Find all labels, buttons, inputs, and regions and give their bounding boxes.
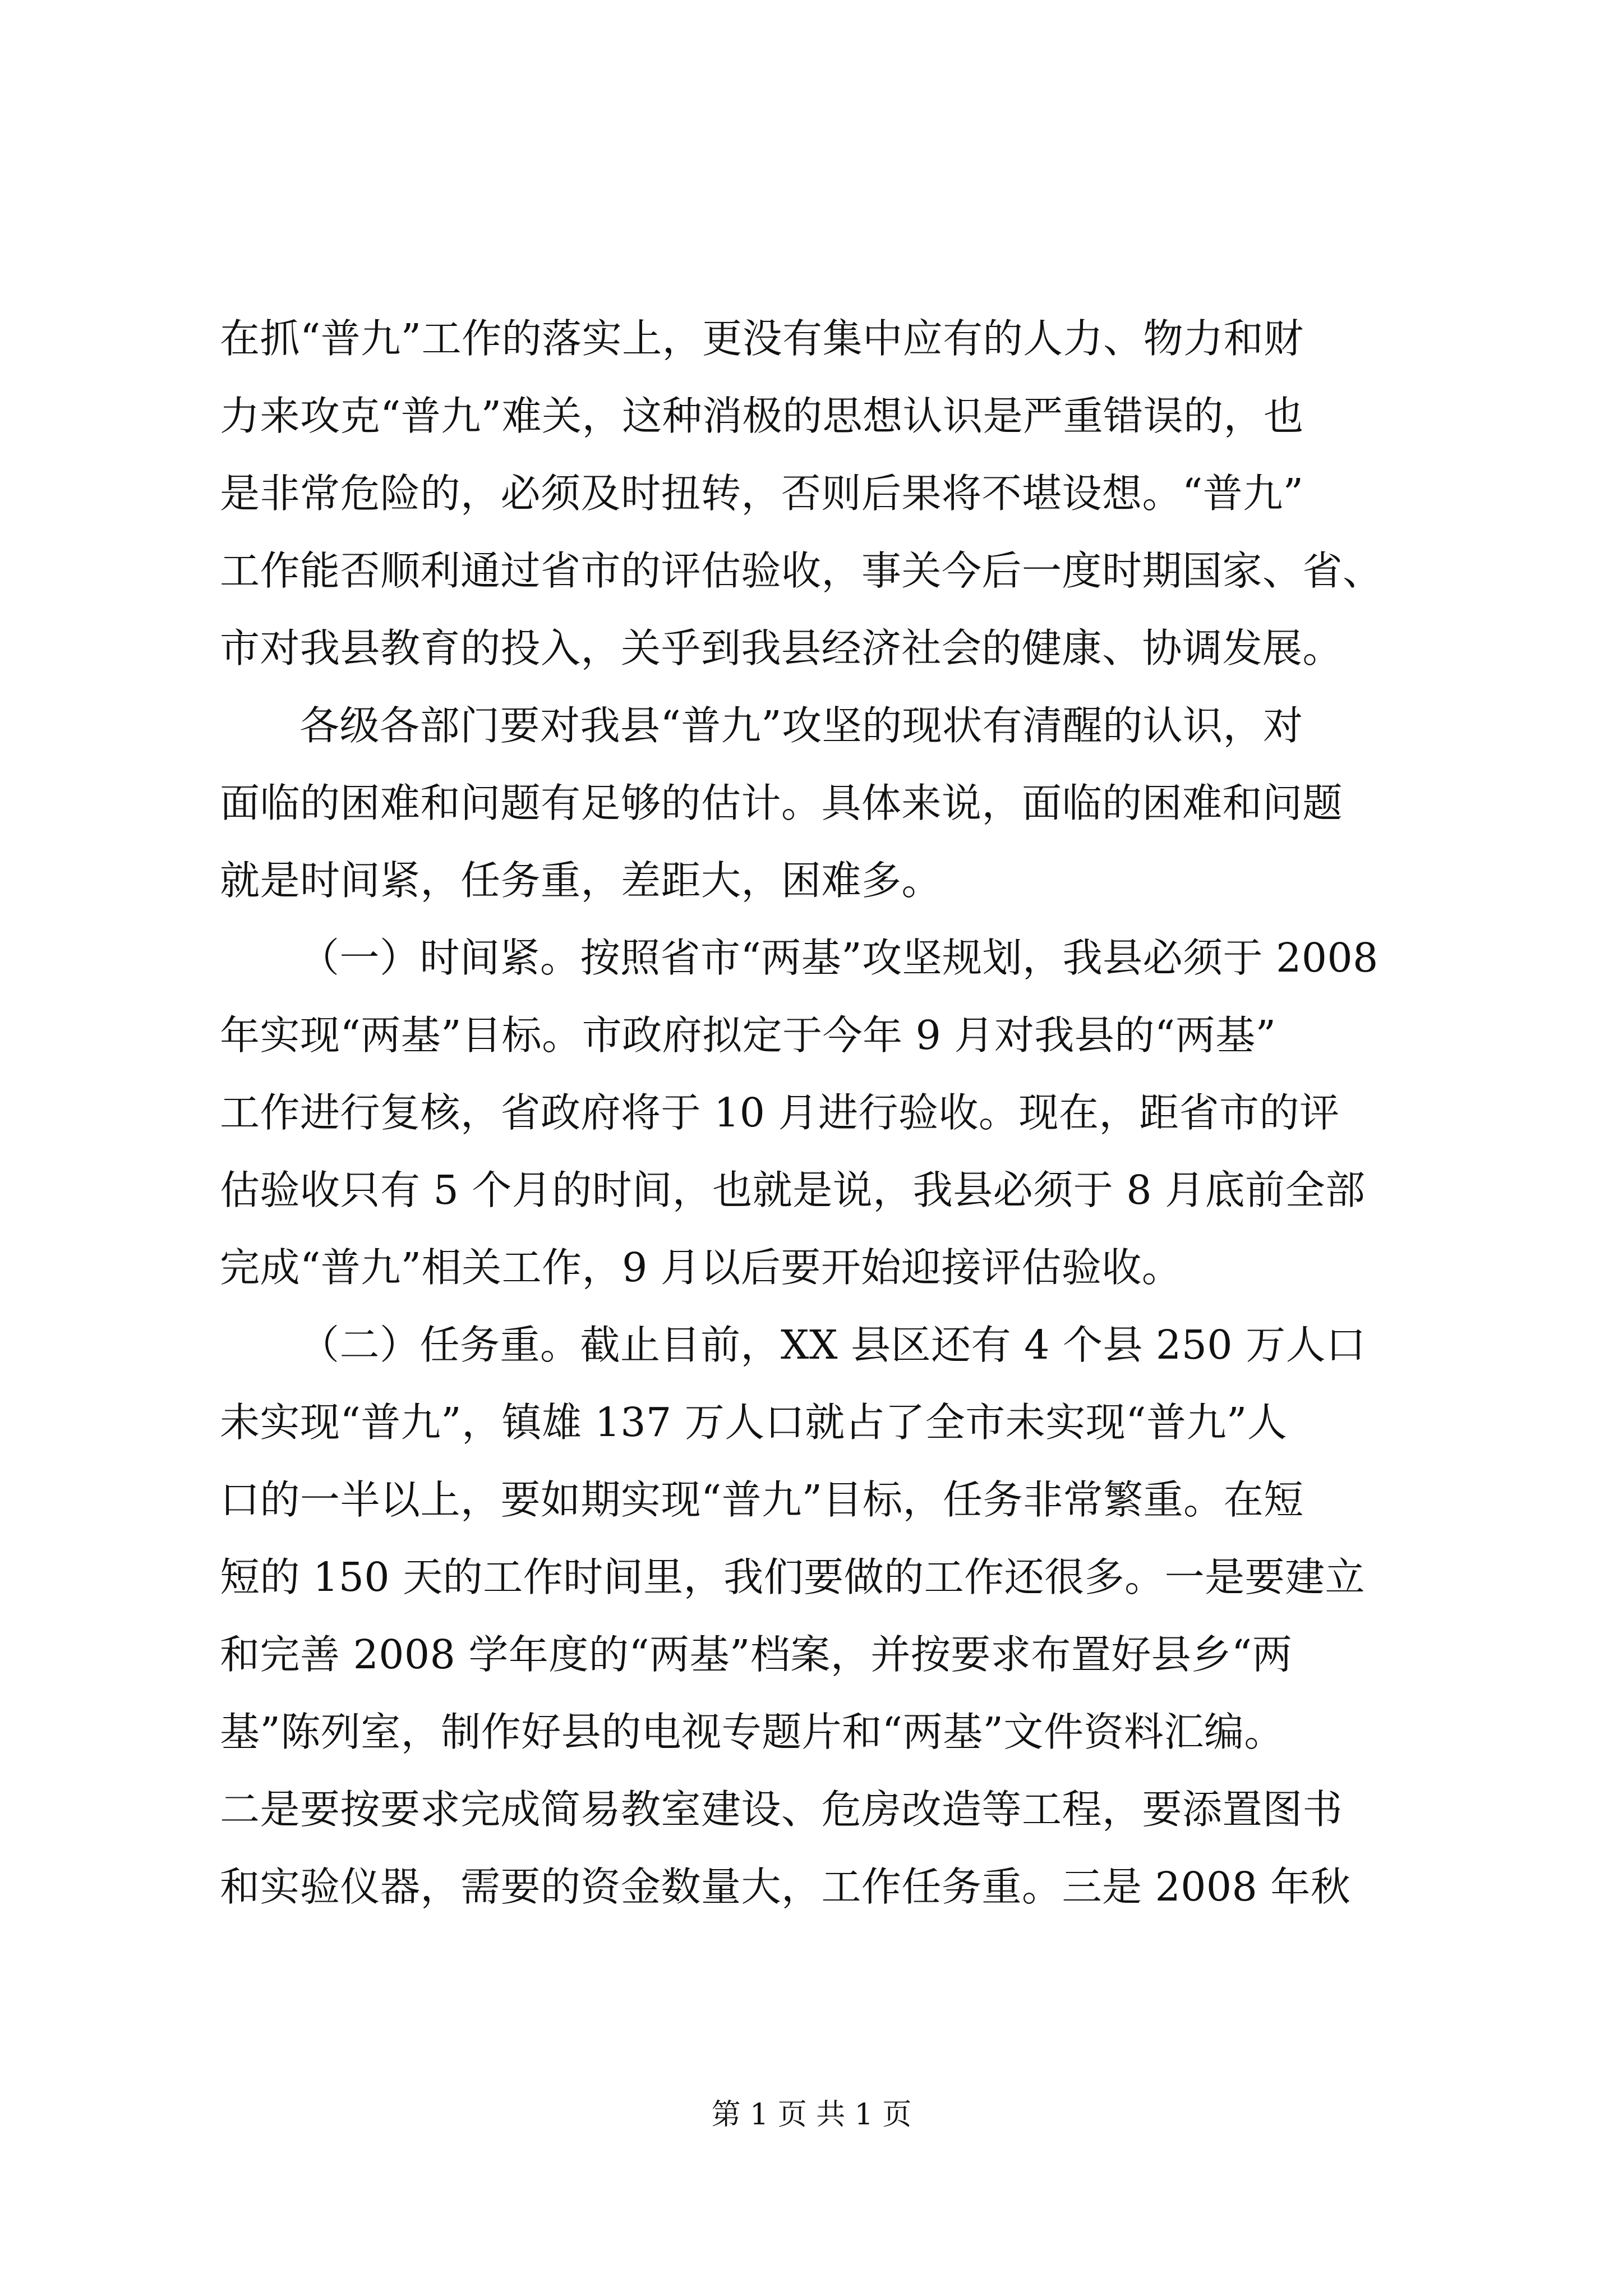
text-line-11: 工作进行复核，省政府将于 10 月进行验收。现在，距省市的评 <box>220 1089 1340 1136</box>
text-line-3: 是非常危险的，必须及时扭转，否则后果将不堪设想。“普九” <box>220 470 1304 517</box>
text-line-7: 面临的困难和问题有足够的估计。具体来说，面临的困难和问题 <box>220 780 1343 826</box>
text-line-17: 短的 150 天的工作时间里，我们要做的工作还很多。一是要建立 <box>220 1554 1366 1600</box>
text-line-8: 就是时间紧，任务重，差距大，困难多。 <box>220 857 942 904</box>
text-line-10: 年实现“两基”目标。市政府拟定于今年 9 月对我县的“两基” <box>220 1012 1276 1059</box>
text-line-2: 力来攻克“普九”难关，这种消极的思想认识是严重错误的，也 <box>220 393 1304 439</box>
text-line-18: 和完善 2008 学年度的“两基”档案，并按要求布置好县乡“两 <box>220 1631 1293 1678</box>
text-line-14: （二）任务重。截止目前，XX 县区还有 4 个县 250 万人口 <box>299 1322 1366 1368</box>
page-number-footer: 第 1 页 共 1 页 <box>711 2098 912 2132</box>
text-line-20: 二是要按要求完成简易教室建设、危房改造等工程，要添置图书 <box>220 1786 1343 1833</box>
text-line-12: 估验收只有 5 个月的时间，也就是说，我县必须于 8 月底前全部 <box>220 1167 1366 1213</box>
text-line-1: 在抓“普九”工作的落实上，更没有集中应有的人力、物力和财 <box>220 315 1304 362</box>
text-line-9: （一）时间紧。按照省市“两基”攻坚规划，我县必须于 2008 <box>299 935 1378 981</box>
text-line-21: 和实验仪器，需要的资金数量大，工作任务重。三是 2008 年秋 <box>220 1864 1351 1910</box>
text-line-5: 市对我县教育的投入，关乎到我县经济社会的健康、协调发展。 <box>220 625 1343 671</box>
text-line-13: 完成“普九”相关工作，9 月以后要开始迎接评估验收。 <box>220 1244 1182 1291</box>
text-line-16: 口的一半以上，要如期实现“普九”目标，任务非常繁重。在短 <box>220 1476 1304 1523</box>
body-text <box>220 300 1426 1926</box>
text-line-6: 各级各部门要对我县“普九”攻坚的现状有清醒的认识，对 <box>299 702 1303 749</box>
text-line-19: 基”陈列室，制作好县的电视专题片和“两基”文件资料汇编。 <box>220 1709 1284 1755</box>
text-line-4: 工作能否顺利通过省市的评估验收，事关今后一度时期国家、省、 <box>220 547 1383 594</box>
text-line-15: 未实现“普九”，镇雄 137 万人口就占了全市未实现“普九”人 <box>220 1399 1288 1446</box>
